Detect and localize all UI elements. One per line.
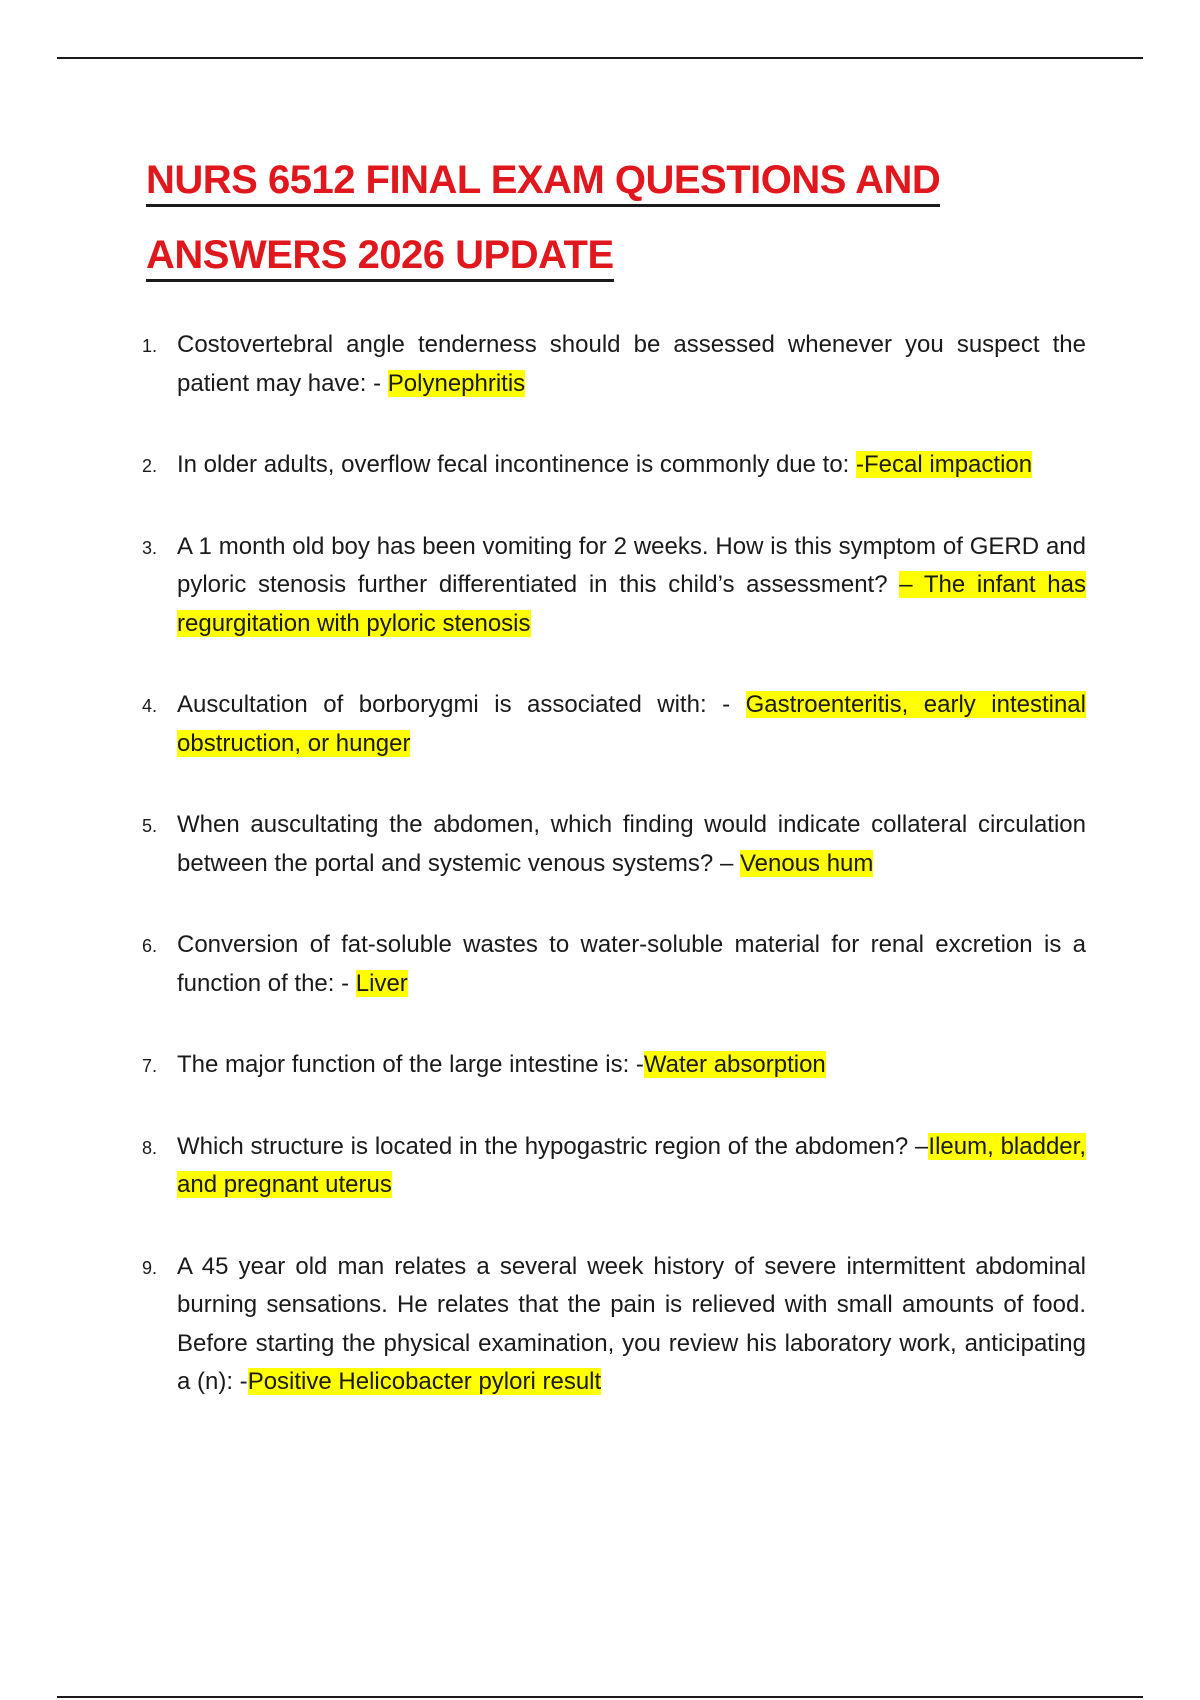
- question-item-4: [142, 686, 1086, 763]
- question-text: A 1 month old boy has been vomiting for 2 weeks. How is this symptom of GERD and pyloric stenosis further differentiated in this child’s assessment?: [177, 532, 1086, 598]
- question-number: 2.: [142, 456, 158, 476]
- title-line-1: NURS 6512 FINAL EXAM QUESTIONS AND: [146, 156, 940, 207]
- question-text: Costovertebral angle tenderness should be assessed whenever you suspect the patient may have: -: [177, 331, 1086, 397]
- answer-highlight: Liver: [355, 969, 408, 997]
- top-divider: [57, 57, 1143, 59]
- question-text: Which structure is located in the hypogastric region of the abdomen? –: [177, 1132, 929, 1160]
- question-number: 4.: [142, 696, 158, 716]
- question-number: 9.: [142, 1257, 158, 1278]
- question-item-7: [142, 1046, 1086, 1085]
- answer-highlight: Venous hum: [739, 849, 874, 877]
- bottom-divider: [57, 1696, 1143, 1698]
- question-number: 6.: [142, 936, 158, 956]
- question-item-5: [142, 806, 1086, 883]
- question-text: When auscultating the abdomen, which finding would indicate collateral circulation between the portal and systemic venous systems? –: [177, 811, 1086, 877]
- question-list: [142, 326, 1086, 1445]
- answer-highlight: Polynephritis: [387, 369, 526, 397]
- question-text: Conversion of fat-soluble wastes to water-soluble material for renal excretion is a function of the: -: [177, 931, 1086, 997]
- question-number: 8.: [142, 1137, 158, 1158]
- question-item-2: [142, 446, 1086, 485]
- answer-highlight: Gastroenteritis, early intestinal obstruction, or hunger: [177, 691, 1086, 757]
- answer-highlight: Positive Helicobacter pylori result: [247, 1368, 602, 1395]
- question-item-1: [142, 326, 1086, 403]
- question-item-6: [142, 926, 1086, 1003]
- question-item-3: [142, 528, 1086, 644]
- page-title: [146, 148, 1046, 298]
- question-text: Auscultation of borborygmi is associated with: -: [177, 691, 746, 718]
- question-text: A 45 year old man relates a several week history of severe intermittent abdominal burning sensations. He relates that the pain is relieved with small amounts of food. Before starting the physical examination, you review his laboratory work, anticipating a (n): -: [177, 1252, 1086, 1395]
- answer-highlight: -Fecal impaction: [856, 451, 1033, 478]
- answer-highlight: Water absorption: [643, 1051, 826, 1078]
- answer-highlight: Ileum, bladder, and pregnant uterus: [177, 1132, 1086, 1198]
- answer-highlight: – The infant has regurgitation with pyloric stenosis: [177, 571, 1086, 637]
- question-text: In older adults, overflow fecal incontinence is commonly due to:: [177, 451, 857, 478]
- question-number: 1.: [142, 336, 158, 356]
- question-number: 5.: [142, 816, 158, 836]
- question-number: 7.: [142, 1056, 158, 1076]
- title-line-2: ANSWERS 2026 UPDATE: [146, 231, 614, 282]
- question-item-8: [142, 1128, 1086, 1205]
- question-text: The major function of the large intestine is: -: [177, 1051, 644, 1078]
- question-number: 3.: [142, 537, 158, 558]
- question-item-9: [142, 1248, 1086, 1402]
